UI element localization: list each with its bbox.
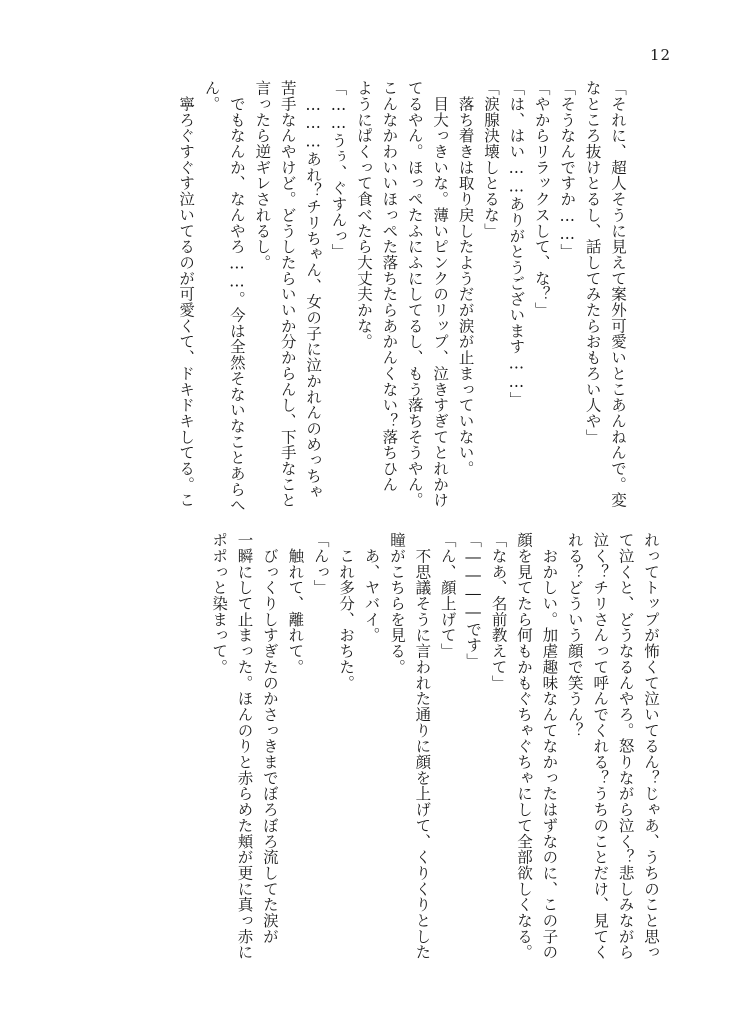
text-line: 「ん、顔上げて」	[438, 532, 457, 659]
text-line: なところ抜けとるし、話してみたらおもろい人や」	[583, 80, 602, 445]
text-line: これ多分、おちた。	[337, 532, 356, 691]
page-number: 12	[650, 46, 672, 64]
text-line: 落ち着きは取り戻したようだが涙が止まっていない。	[456, 80, 475, 477]
text-line: あ、ヤバイ。	[362, 532, 381, 643]
text-line: ようにぱくって食べたら大丈夫かな。	[354, 80, 373, 350]
text-line: でもなんか、なんやろ……。今は全然そないなことあらへ	[227, 80, 246, 513]
text-line: 「そうなんですか……」	[558, 80, 577, 260]
text-line: て泣くと、どうなるんやろ。怒りながら泣く？悲しみながら	[616, 532, 635, 960]
text-line: 「涙腺決壊しとるな」	[481, 80, 500, 239]
text-line: 「んっ」	[311, 532, 330, 596]
lower-text-block	[160, 532, 663, 960]
text-line: ん。	[202, 80, 221, 112]
text-line: 「やからリラックスして、な？」	[532, 80, 551, 318]
text-line: おかしい。加虐趣味なんてなかったはずなのに、この子の	[540, 532, 559, 960]
text-line: ………あれ？チリちゃん、女の子に泣かれんのめっちゃ	[304, 80, 323, 500]
text-line: てるやん。ほっぺたふにふにしてるし、もう落ちそうやん。	[405, 80, 424, 508]
text-line: 「は、はい……ありがとうございます……」	[507, 80, 526, 407]
text-line: 目大っきいな。薄いピンクのリップ、泣きすぎてとれかけ	[431, 80, 450, 508]
text-line: れる？どういう顔で笑うん？	[565, 532, 584, 739]
text-line: 瞳がこちらを見る。	[387, 532, 406, 675]
text-line: 不思議そうに言われた通りに顔を上げて、くりくりとした	[413, 532, 432, 960]
text-line: 言ったら逆ギレされるし。	[253, 80, 272, 271]
text-line: 顔を見てたら何もかもぐちゃぐちゃにして全部欲しくなる。	[514, 532, 533, 960]
text-line: 「……うぅ、ぐすんっ」	[329, 80, 348, 260]
text-line: 寧ろぐすぐす泣いてるのが可愛くて、ドキドキしてる。こ	[177, 80, 196, 508]
text-line: 一瞬にして止まった。ほんのりと赤らめた頬が更に真っ赤に	[235, 532, 254, 960]
text-line: こんなかわいいほっぺた落ちたらあかんくない？落ちひん	[380, 80, 399, 493]
text-line: ポポっと染まって。	[210, 532, 229, 675]
text-line: 「なあ、名前教えて」	[489, 532, 508, 691]
text-line: 泣く？チリさんって呼んでくれる？うちのことだけ、見てく	[591, 532, 610, 960]
text-line: れってトップが怖くて泣いてるん？じゃあ、うちのこと思っ	[642, 532, 660, 960]
text-line: びっくりしすぎたのかさっきまでぼろぼろ流してた涙が	[260, 532, 279, 945]
text-line: 「――――です」	[464, 532, 483, 669]
upper-text-block	[160, 80, 630, 513]
text-line: 苦手なんやけど。どうしたらいいか分からんし、下手なこと	[278, 80, 297, 508]
text-line: 「それに、超人そうに見えて案外可愛いとこあんねんで。変	[609, 80, 627, 508]
text-line: 触れて、離れて。	[286, 532, 305, 675]
